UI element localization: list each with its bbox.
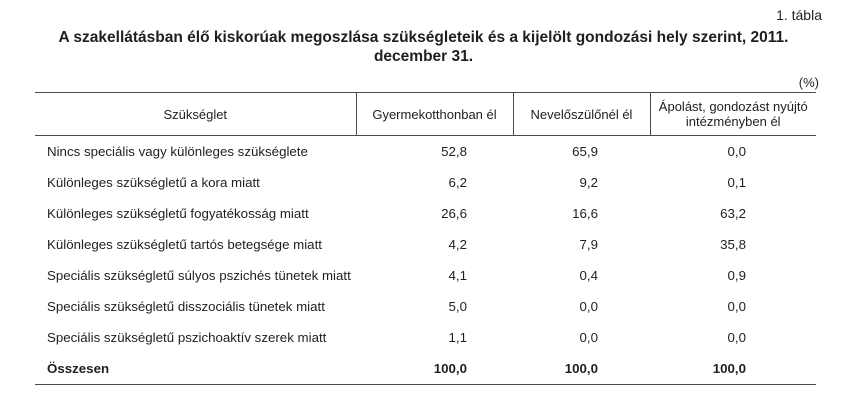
row-value: 63,2 <box>720 206 746 221</box>
row-value: 4,2 <box>448 237 467 252</box>
row-value: 6,2 <box>448 175 467 190</box>
table-body <box>35 136 816 385</box>
row-value: 65,9 <box>572 144 598 159</box>
table-row <box>35 136 816 168</box>
data-table <box>35 92 816 385</box>
table-row <box>35 229 816 260</box>
row-label: Speciális szükségletű pszichoaktív szerek miatt <box>47 330 327 345</box>
row-label: Nincs speciális vagy különleges szükséglete <box>47 144 308 159</box>
table-row-total <box>35 353 816 385</box>
row-value: 0,0 <box>579 330 598 345</box>
column-header-foster-parent: Nevelőszülőnél él <box>513 93 650 136</box>
row-value: 5,0 <box>448 299 467 314</box>
total-row-value: 100,0 <box>564 361 598 376</box>
row-value: 0,1 <box>727 175 746 190</box>
row-label: Különleges szükségletű fogyatékosság miatt <box>47 206 309 221</box>
total-row-label: Összesen <box>47 361 110 376</box>
unit-label: (%) <box>798 75 819 90</box>
table-row <box>35 198 816 229</box>
row-value: 16,6 <box>572 206 598 221</box>
table-row <box>35 260 816 291</box>
table-number: 1. tábla <box>776 7 822 23</box>
table-header <box>35 93 816 136</box>
column-header-childrens-home: Gyermekotthonban él <box>356 93 513 136</box>
row-value: 52,8 <box>441 144 467 159</box>
row-value: 0,4 <box>579 268 598 283</box>
row-value: 0,9 <box>727 268 746 283</box>
table-row <box>35 167 816 198</box>
total-row-value: 100,0 <box>433 361 467 376</box>
total-row-value: 100,0 <box>712 361 746 376</box>
row-value: 4,1 <box>448 268 467 283</box>
page-title: A szakellátásban élő kiskorúak megoszlása szükségleteik és a kijelölt gondozási hely szerint, 2011. december 31. <box>58 29 789 65</box>
table-row <box>35 322 816 353</box>
row-value: 7,9 <box>579 237 598 252</box>
column-header-care-institution: Ápolást, gondozást nyújtó intézményben él <box>650 93 816 136</box>
row-value: 0,0 <box>727 299 746 314</box>
row-value: 0,0 <box>579 299 598 314</box>
column-header-need: Szükséglet <box>163 106 228 122</box>
row-label: Speciális szükségletű súlyos pszichés tünetek miatt <box>47 268 351 283</box>
row-value: 0,0 <box>727 144 746 159</box>
row-value: 26,6 <box>441 206 467 221</box>
row-value: 0,0 <box>727 330 746 345</box>
row-label: Speciális szükségletű disszociális tünetek miatt <box>47 299 325 314</box>
row-label: Különleges szükségletű tartós betegsége miatt <box>47 237 322 252</box>
header-row <box>35 93 816 136</box>
table-row <box>35 291 816 322</box>
row-label: Különleges szükségletű a kora miatt <box>47 175 260 190</box>
row-value: 9,2 <box>579 175 598 190</box>
row-value: 35,8 <box>720 237 746 252</box>
row-value: 1,1 <box>448 330 467 345</box>
